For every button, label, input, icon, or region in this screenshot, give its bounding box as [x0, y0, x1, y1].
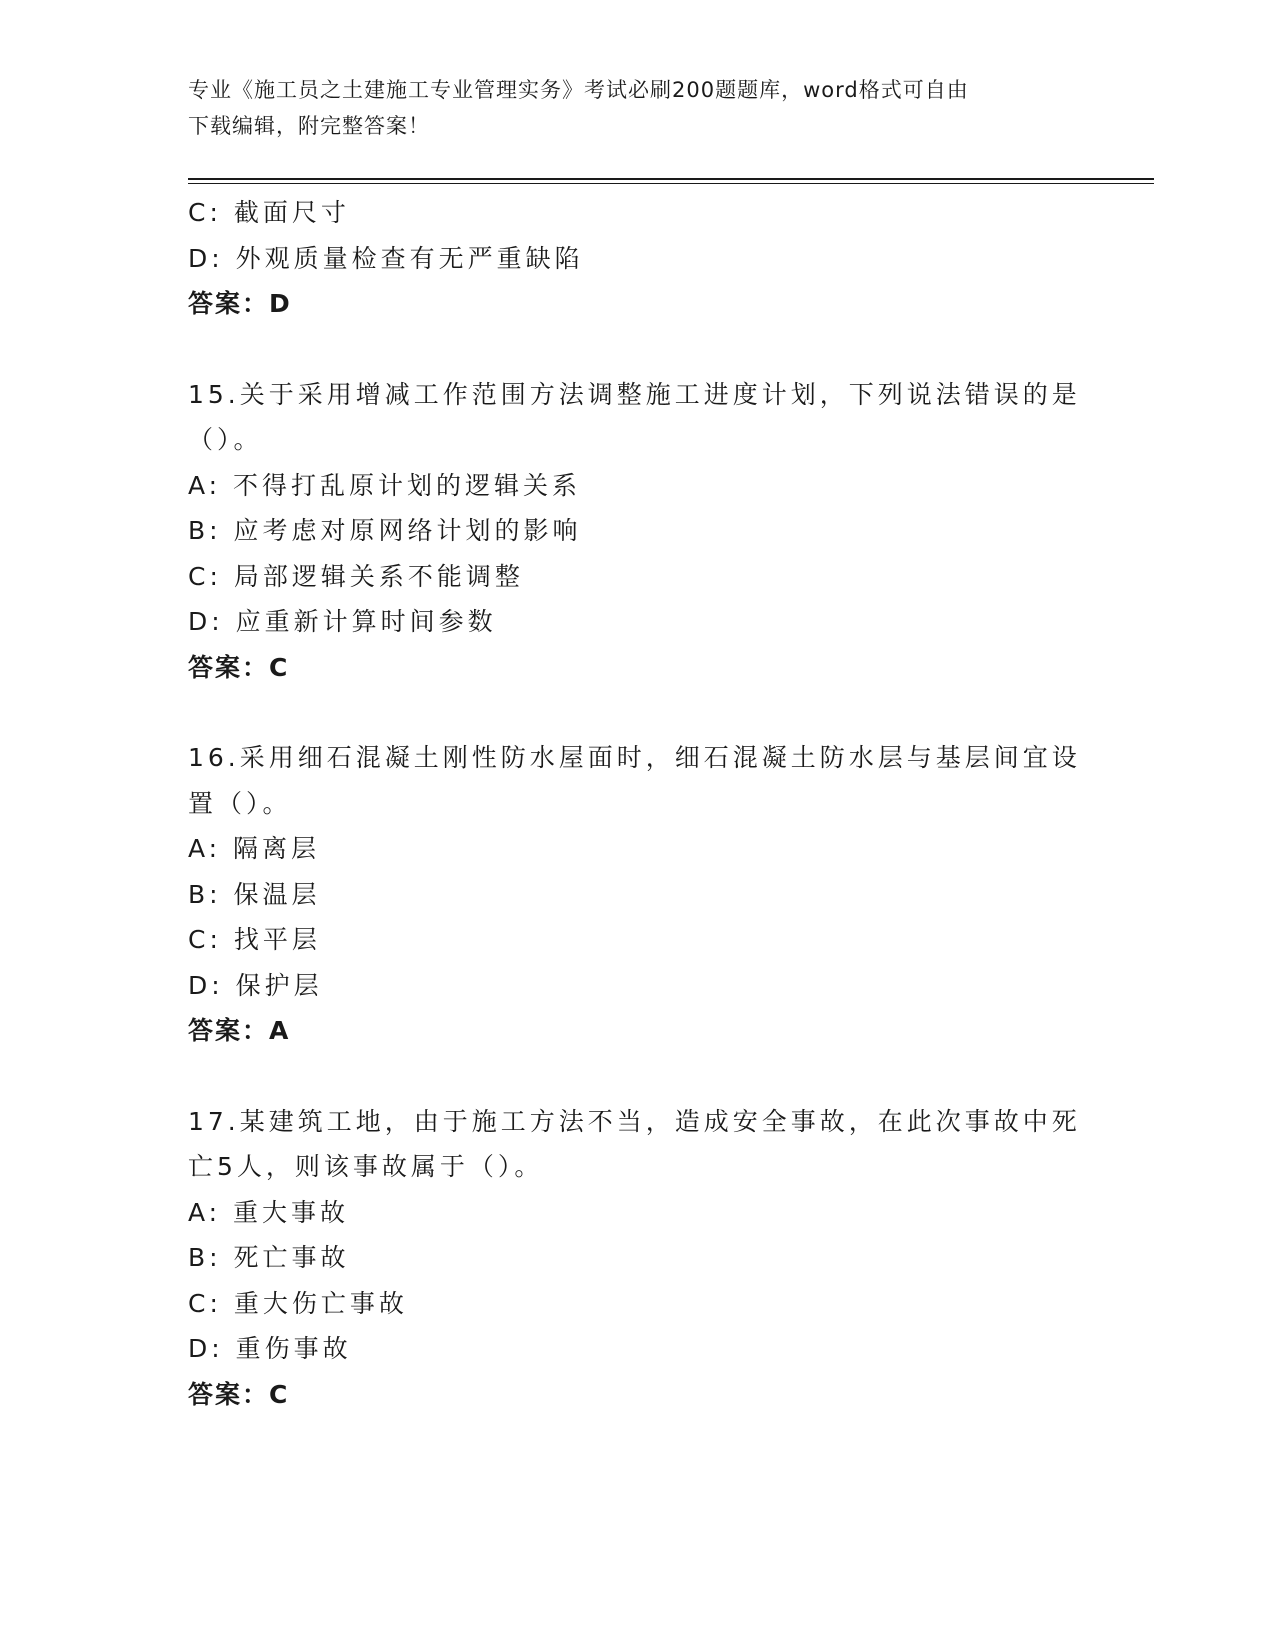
option-d: D: 保护层: [188, 970, 323, 1000]
option-b: B: 应考虑对原网络计划的影响: [188, 516, 582, 545]
option-a: A: 重大事故: [188, 1197, 350, 1227]
option-c: C: 重大伤亡事故: [188, 1288, 408, 1318]
continued-question: [188, 190, 1088, 327]
option-a: A: 隔离层: [188, 834, 321, 863]
document-header: [188, 72, 1088, 144]
answer-line: 答案：D: [188, 289, 292, 318]
option-c: C: 截面尺寸: [188, 198, 350, 227]
option-d: D: 应重新计算时间参数: [188, 607, 497, 636]
option-c: C: 找平层: [188, 925, 321, 954]
question-stem-line-2: 置（）。: [188, 788, 292, 818]
question-stem-line-1: 15.关于采用增减工作范围方法调整施工进度计划，下列说法错误的是: [188, 379, 1081, 409]
question-17: [188, 1099, 1088, 1418]
header-title-line-1: 专业《施工员之土建施工专业管理实务》考试必刷200题题库，word格式可自由: [188, 78, 969, 102]
question-content: [188, 190, 1088, 1417]
question-stem-line-1: 16.采用细石混凝土刚性防水屋面时，细石混凝土防水层与基层间宜设: [188, 743, 1081, 772]
header-divider-thick: [188, 178, 1154, 180]
header-title-line-2: 下载编辑，附完整答案！: [188, 114, 430, 138]
header-divider-thin: [188, 183, 1154, 184]
option-b: B: 保温层: [188, 879, 321, 909]
answer-line: 答案：C: [188, 652, 290, 682]
option-b: B: 死亡事故: [188, 1243, 350, 1272]
question-15: [188, 372, 1088, 691]
answer-line: 答案：C: [188, 1379, 290, 1409]
option-d: D: 重伤事故: [188, 1334, 352, 1363]
question-16: [188, 735, 1088, 1054]
question-stem-line-2: 亡5人，则该事故属于（）。: [188, 1152, 544, 1181]
question-stem-line-2: （）。: [188, 425, 263, 454]
option-c: C: 局部逻辑关系不能调整: [188, 561, 524, 591]
option-a: A: 不得打乱原计划的逻辑关系: [188, 470, 582, 500]
answer-line: 答案：A: [188, 1016, 291, 1045]
option-d: D: 外观质量检查有无严重缺陷: [188, 243, 584, 273]
question-stem-line-1: 17.某建筑工地，由于施工方法不当，造成安全事故，在此次事故中死: [188, 1106, 1081, 1136]
